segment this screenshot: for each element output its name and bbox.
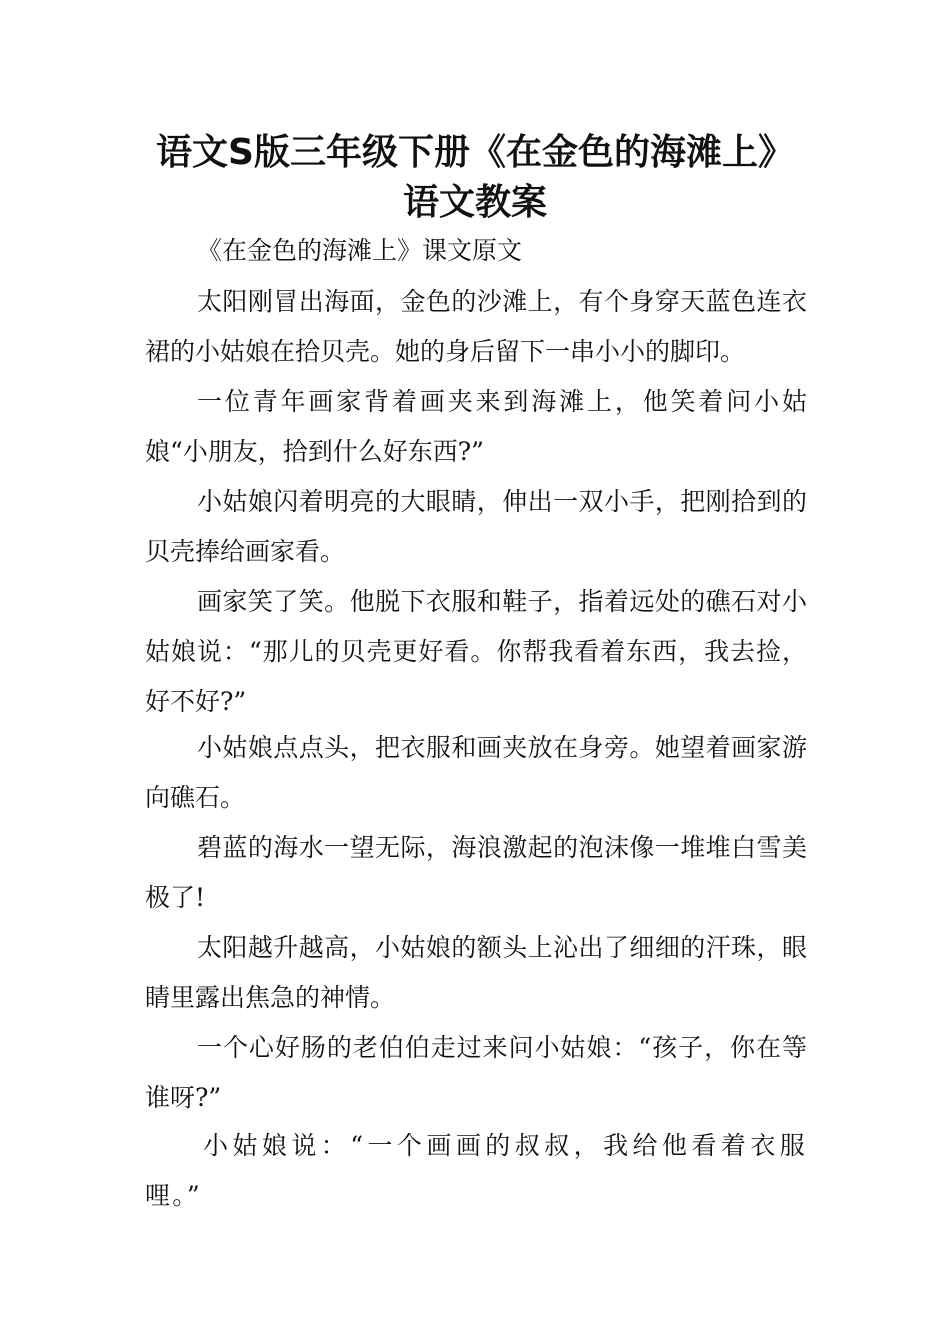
document-title-line-2: 语文教案 (402, 182, 547, 223)
paragraph: 太阳刚冒出海面，金色的沙滩上，有个身穿天蓝色连衣裙的小姑娘在拾贝壳。她的身后留下一串小小的脚印。 (145, 287, 807, 366)
paragraph: 太阳越升越高，小姑娘的额头上沁出了细细的汗珠，眼睛里露出焦急的神情。 (145, 933, 807, 1012)
paragraph: 小姑娘点点头，把衣服和画夹放在身旁。她望着画家游向礁石。 (145, 733, 807, 812)
section-subheading: 《在金色的海滩上》课文原文 (197, 236, 523, 265)
document-title-line-1: 语文S版三年级下册《在金色的海滩上》 (156, 132, 794, 173)
paragraph: 画家笑了笑。他脱下衣服和鞋子，指着远处的礁石对小姑娘说：“那儿的贝壳更好看。你帮我看着东西，我去捡，好不好?” (145, 587, 807, 716)
paragraph: 一个心好肠的老伯伯走过来问小姑娘：“孩子，你在等谁呀?” (145, 1033, 807, 1112)
paragraph: 小姑娘说：“一个画画的叔叔，我给他看着衣服哩。” (145, 1131, 807, 1210)
paragraph: 碧蓝的海水一望无际，海浪激起的泡沫像一堆堆白雪美极了! (145, 833, 807, 912)
paragraph: 一位青年画家背着画夹来到海滩上，他笑着问小姑娘“小朋友，拾到什么好东西?” (145, 387, 807, 466)
paragraph: 小姑娘闪着明亮的大眼睛，伸出一双小手，把刚拾到的贝壳捧给画家看。 (145, 487, 807, 566)
